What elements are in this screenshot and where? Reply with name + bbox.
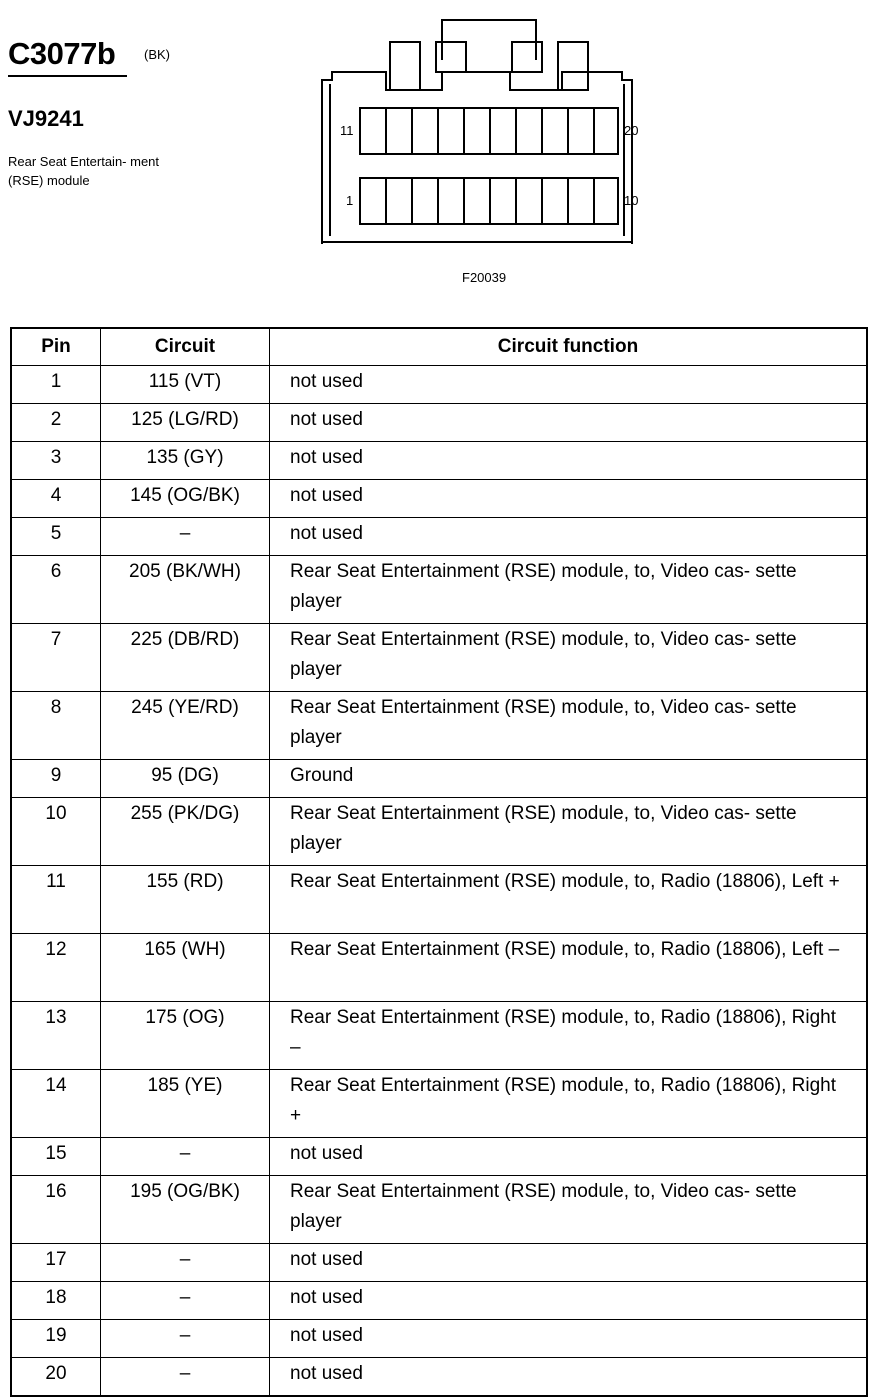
pin-number: 10	[11, 798, 101, 866]
pin-number: 6	[11, 556, 101, 624]
circuit-code: 205 (BK/WH)	[101, 556, 270, 624]
pin-number: 16	[11, 1176, 101, 1244]
circuit-code: –	[101, 1138, 270, 1176]
circuit-function: Rear Seat Entertainment (RSE) module, to, Video cas- sette player	[270, 556, 868, 624]
circuit-function: not used	[270, 442, 868, 480]
circuit-code: 195 (OG/BK)	[101, 1176, 270, 1244]
circuit-code: 95 (DG)	[101, 760, 270, 798]
connector-id-underline	[8, 75, 127, 77]
table-row	[11, 1244, 867, 1282]
circuit-function: not used	[270, 1358, 868, 1397]
table-row	[11, 1282, 867, 1320]
connector-color: (BK)	[144, 47, 170, 62]
table-row	[11, 1002, 867, 1070]
circuit-function: not used	[270, 480, 868, 518]
pin-number: 13	[11, 1002, 101, 1070]
circuit-function: Rear Seat Entertainment (RSE) module, to, Radio (18806), Right +	[270, 1070, 868, 1138]
pin-number: 9	[11, 760, 101, 798]
table-row	[11, 442, 867, 480]
circuit-function: not used	[270, 518, 868, 556]
circuit-function: Rear Seat Entertainment (RSE) module, to, Radio (18806), Right –	[270, 1002, 868, 1070]
circuit-code: –	[101, 1358, 270, 1397]
circuit-function: not used	[270, 404, 868, 442]
table-row	[11, 1320, 867, 1358]
pin-label-10: 10	[624, 193, 639, 208]
pin-number: 14	[11, 1070, 101, 1138]
table-row	[11, 404, 867, 442]
table-row	[11, 366, 867, 404]
pin-number: 5	[11, 518, 101, 556]
circuit-function: Rear Seat Entertainment (RSE) module, to, Video cas- sette player	[270, 1176, 868, 1244]
circuit-function: Rear Seat Entertainment (RSE) module, to, Video cas- sette player	[270, 798, 868, 866]
connector-diagram	[310, 10, 680, 250]
table-row	[11, 624, 867, 692]
circuit-function: not used	[270, 1282, 868, 1320]
table-row	[11, 798, 867, 866]
table-row	[11, 1358, 867, 1397]
pin-label-1: 1	[346, 193, 354, 208]
circuit-code: 155 (RD)	[101, 866, 270, 934]
circuit-function: Rear Seat Entertainment (RSE) module, to, Video cas- sette player	[270, 624, 868, 692]
circuit-function: not used	[270, 366, 868, 404]
pin-number: 1	[11, 366, 101, 404]
table-row	[11, 1176, 867, 1244]
module-name: Rear Seat Entertain- ment (RSE) module	[8, 154, 160, 188]
latch-tab-mid-left	[436, 42, 466, 72]
pin-cavities-top	[386, 108, 594, 154]
circuit-function: not used	[270, 1138, 868, 1176]
table-row	[11, 1070, 867, 1138]
pin-number: 8	[11, 692, 101, 760]
circuit-code: 135 (GY)	[101, 442, 270, 480]
pin-number: 7	[11, 624, 101, 692]
pin-number: 18	[11, 1282, 101, 1320]
table-row	[11, 556, 867, 624]
pin-label-11: 11	[340, 123, 354, 138]
pin-label-20: 20	[624, 123, 639, 138]
pin-number: 3	[11, 442, 101, 480]
circuit-code: 255 (PK/DG)	[101, 798, 270, 866]
connector-id: C3077b	[8, 36, 116, 71]
pin-cavities-bottom	[386, 178, 594, 224]
circuit-function: not used	[270, 1320, 868, 1358]
pin-table	[10, 327, 868, 1397]
circuit-code: 245 (YE/RD)	[101, 692, 270, 760]
circuit-code: –	[101, 1244, 270, 1282]
table-row	[11, 480, 867, 518]
circuit-function: Rear Seat Entertainment (RSE) module, to, Video cas- sette player	[270, 692, 868, 760]
pin-number: 19	[11, 1320, 101, 1358]
figure-code: F20039	[462, 270, 507, 285]
circuit-function: not used	[270, 1244, 868, 1282]
table-row	[11, 692, 867, 760]
header-circuit: Circuit	[101, 328, 270, 366]
pin-number: 4	[11, 480, 101, 518]
circuit-code: 165 (WH)	[101, 934, 270, 1002]
circuit-function: Ground	[270, 760, 868, 798]
pin-number: 12	[11, 934, 101, 1002]
header-function: Circuit function	[270, 328, 868, 366]
header-pin: Pin	[11, 328, 101, 366]
circuit-code: 185 (YE)	[101, 1070, 270, 1138]
table-row	[11, 1138, 867, 1176]
table-header-row	[11, 328, 867, 366]
pin-number: 2	[11, 404, 101, 442]
circuit-code: 175 (OG)	[101, 1002, 270, 1070]
table-row	[11, 760, 867, 798]
latch-tab-mid-right	[512, 42, 542, 72]
connector-housing-outline	[322, 72, 632, 244]
table-row	[11, 934, 867, 1002]
circuit-code: 225 (DB/RD)	[101, 624, 270, 692]
circuit-code: 115 (VT)	[101, 366, 270, 404]
pin-number: 20	[11, 1358, 101, 1397]
pin-number: 17	[11, 1244, 101, 1282]
pin-number: 11	[11, 866, 101, 934]
circuit-function: Rear Seat Entertainment (RSE) module, to, Radio (18806), Left +	[270, 866, 868, 934]
table-row	[11, 518, 867, 556]
pin-number: 15	[11, 1138, 101, 1176]
circuit-code: –	[101, 1320, 270, 1358]
circuit-code: –	[101, 518, 270, 556]
circuit-code: 125 (LG/RD)	[101, 404, 270, 442]
latch-bridge	[442, 20, 536, 60]
circuit-code: 145 (OG/BK)	[101, 480, 270, 518]
circuit-code: –	[101, 1282, 270, 1320]
table-row	[11, 866, 867, 934]
latch-tab-left	[390, 42, 420, 90]
circuit-function: Rear Seat Entertainment (RSE) module, to, Radio (18806), Left –	[270, 934, 868, 1002]
part-number: VJ9241	[8, 106, 84, 131]
